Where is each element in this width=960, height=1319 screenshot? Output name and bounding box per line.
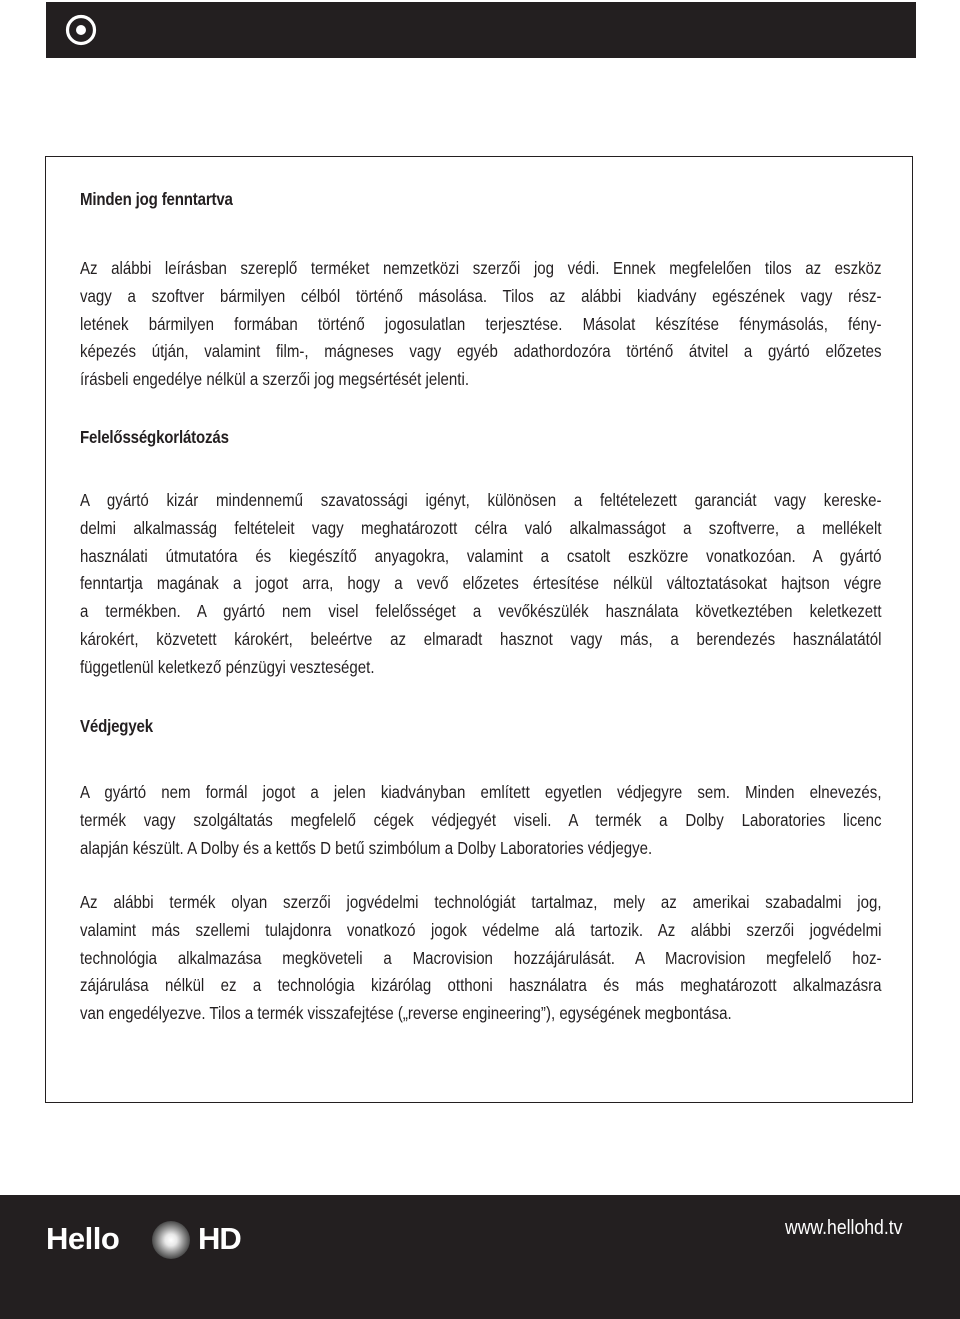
content-box [45, 156, 913, 1103]
section-body-rights [80, 255, 882, 394]
hellohd-logo [46, 1217, 256, 1263]
section-body-trademarks [80, 779, 882, 862]
text-line: képezés útján, valamint film-, mágneses vagy egyéb adathordozóra történő átvitel a gyártó előzetes [80, 341, 882, 362]
text-line: használati útmutatóra és kiegészítő anyagokra, valamint a csatolt eszközre vonatkozóan. A gyártó [80, 545, 882, 566]
text-line: termék vagy szolgáltatás megfelelő cégek védjegyét viseli. A termék a Dolby Laboratories licenc [80, 809, 882, 830]
text-line: fenntartja magának a jogot arra, hogy a vevő előzetes értesítése nélkül változtatásokat hajtson végre [80, 573, 882, 594]
text-line: van engedélyezve. Tilos a termék visszafejtése („reverse engineering”), egységének megbontása. [80, 1003, 732, 1024]
circled-dot-icon [64, 13, 98, 47]
text-line: Az alábbi termék olyan szerzői jogvédelmi technológiát tartalmaz, mely az amerikai szabadalmi jog, [80, 892, 882, 912]
logo-orb-icon [152, 1221, 190, 1259]
text-line: delmi alkalmasság feltételeit vagy meghatározott célra való alkalmasságot a szoftverre, a mellékelt [80, 517, 882, 538]
text-line: Az alábbi leírásban szereplő terméket nemzetközi szerzői jog védi. Ennek megfelelően tilos az eszköz [80, 258, 882, 278]
section-body-macrovision [80, 889, 882, 1028]
top-bar [46, 2, 916, 58]
text-line: írásbeli engedélye nélkül a szerzői jog megsértését jelenti. [80, 369, 470, 390]
text-line: alapján készült. A Dolby és a kettős D betű szimbólum a Dolby Laboratories védjegye. [80, 837, 653, 858]
text-line: A gyártó nem formál jogot a jelen kiadványban említett egyetlen védjegyre sem. Minden elnevezés, [80, 782, 882, 802]
text-line: valamint más szellemi tulajdonra vonatkozó jogok védelme alá tartozik. Az alábbi szerzői jogvédelmi [80, 919, 882, 940]
text-line: technológia alkalmazása megköveteli a Macrovision hozzájárulását. A Macrovision megfelelő hoz- [80, 947, 882, 968]
text-line: zájárulása nélkül ez a technológia kizárólag otthoni használatra és más meghatározott alkalmazásra [80, 975, 882, 996]
text-line: vagy a szoftver bármilyen célból történő másolása. Tilos az alábbi kiadvány egészének vagy rész- [80, 285, 882, 306]
text-line: függetlenül keletkező pénzügyi veszteséget. [80, 656, 375, 677]
logo-text-hd: HD [198, 1221, 241, 1256]
text-line: letének bármilyen formában történő jogosulatlan terjesztése. Másolat készítése fénymásolás, fény- [80, 313, 882, 334]
footer [0, 1195, 960, 1319]
logo-text-hello: Hello [46, 1221, 120, 1256]
section-body-liability [80, 487, 882, 682]
website-link[interactable]: www.hellohd.tv [784, 1217, 902, 1239]
section-heading-trademarks: Védjegyek [80, 716, 153, 736]
text-line: A gyártó kizár mindennemű szavatossági igényt, különösen a feltételezett garanciát vagy kereske- [80, 490, 882, 510]
text-line: a termékben. A gyártó nem visel felelősséget a vevőkészülék használata következtében keletkezett [80, 601, 882, 622]
section-heading-liability: Felelősségkorlátozás [80, 427, 229, 447]
text-line: károkért, közvetett károkért, beleértve az elmaradt hasznot vagy más, a berendezés használatától [80, 628, 882, 649]
section-heading-rights: Minden jog fenntartva [80, 189, 233, 209]
